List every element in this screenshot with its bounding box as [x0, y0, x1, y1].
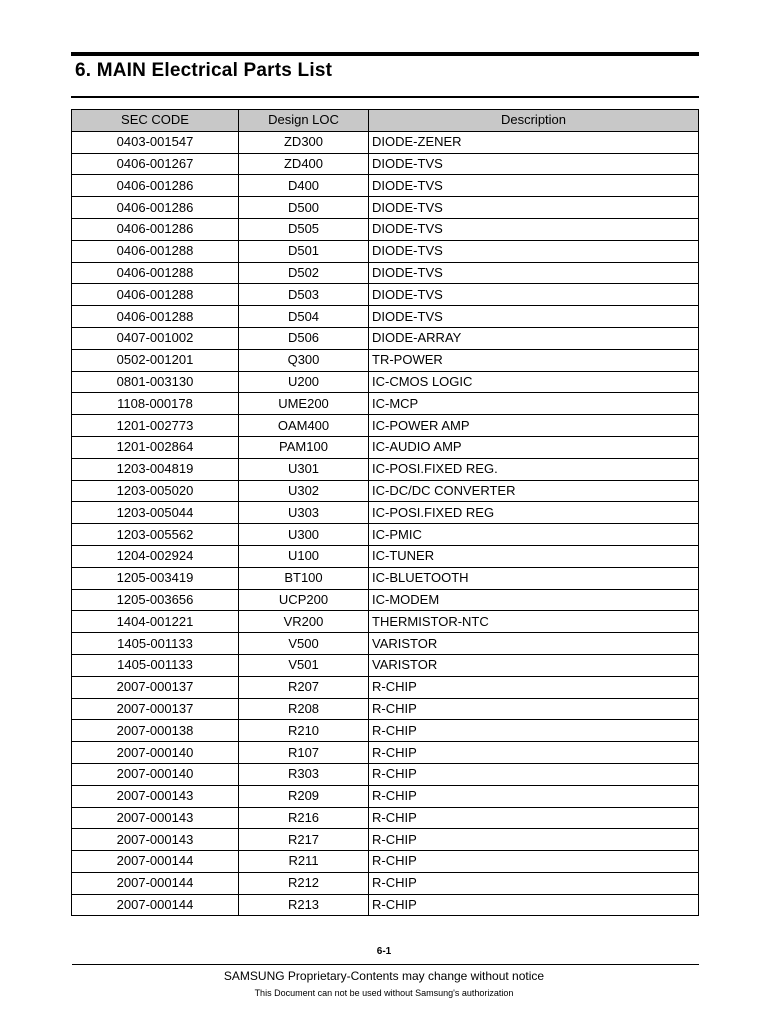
cell-description: R-CHIP: [369, 785, 699, 807]
cell-design-loc: U100: [239, 545, 369, 567]
cell-design-loc: U303: [239, 502, 369, 524]
cell-design-loc: PAM100: [239, 436, 369, 458]
cell-description: R-CHIP: [369, 676, 699, 698]
table-row: [72, 698, 699, 720]
table-row: [72, 218, 699, 240]
cell-sec-code: 0801-003130: [72, 371, 239, 393]
cell-sec-code: 0406-001286: [72, 197, 239, 219]
cell-description: IC-POSI.FIXED REG.: [369, 458, 699, 480]
cell-sec-code: 1205-003656: [72, 589, 239, 611]
cell-sec-code: 0406-001288: [72, 240, 239, 262]
cell-design-loc: R210: [239, 720, 369, 742]
cell-description: IC-CMOS LOGIC: [369, 371, 699, 393]
cell-description: DIODE-ZENER: [369, 131, 699, 153]
cell-sec-code: 2007-000143: [72, 829, 239, 851]
cell-sec-code: 2007-000144: [72, 851, 239, 873]
cell-description: DIODE-TVS: [369, 197, 699, 219]
cell-description: IC-POSI.FIXED REG: [369, 502, 699, 524]
table-row: [72, 349, 699, 371]
table-row: [72, 284, 699, 306]
cell-design-loc: D502: [239, 262, 369, 284]
cell-description: IC-PMIC: [369, 524, 699, 546]
table-row: [72, 480, 699, 502]
cell-sec-code: 1405-001133: [72, 633, 239, 655]
cell-sec-code: 1405-001133: [72, 654, 239, 676]
cell-sec-code: 2007-000143: [72, 807, 239, 829]
parts-table: [71, 109, 699, 916]
footer-authorization: This Document can not be used without Samsung's authorization: [254, 988, 514, 998]
footer-notice: SAMSUNG Proprietary-Contents may change without notice: [223, 969, 545, 983]
cell-description: R-CHIP: [369, 698, 699, 720]
table-row: [72, 654, 699, 676]
cell-design-loc: U200: [239, 371, 369, 393]
cell-design-loc: D503: [239, 284, 369, 306]
cell-sec-code: 1201-002773: [72, 415, 239, 437]
top-rule: [71, 52, 699, 56]
cell-design-loc: BT100: [239, 567, 369, 589]
cell-sec-code: 1203-005044: [72, 502, 239, 524]
cell-sec-code: 2007-000137: [72, 698, 239, 720]
cell-design-loc: U300: [239, 524, 369, 546]
cell-sec-code: 1203-004819: [72, 458, 239, 480]
cell-design-loc: R303: [239, 763, 369, 785]
cell-description: DIODE-TVS: [369, 306, 699, 328]
cell-design-loc: D500: [239, 197, 369, 219]
table-body: [72, 131, 699, 916]
page-number: 6-1: [376, 946, 392, 957]
cell-description: THERMISTOR-NTC: [369, 611, 699, 633]
table-row: [72, 306, 699, 328]
cell-sec-code: 0406-001288: [72, 284, 239, 306]
cell-sec-code: 0407-001002: [72, 327, 239, 349]
table-row: [72, 720, 699, 742]
cell-sec-code: 2007-000143: [72, 785, 239, 807]
cell-description: IC-MCP: [369, 393, 699, 415]
header-design-loc: Design LOC: [239, 110, 369, 132]
table-row: [72, 371, 699, 393]
cell-design-loc: U301: [239, 458, 369, 480]
cell-description: DIODE-TVS: [369, 175, 699, 197]
cell-sec-code: 2007-000140: [72, 763, 239, 785]
cell-design-loc: R212: [239, 872, 369, 894]
cell-sec-code: 1203-005020: [72, 480, 239, 502]
cell-design-loc: Q300: [239, 349, 369, 371]
table-row: [72, 153, 699, 175]
cell-description: VARISTOR: [369, 654, 699, 676]
cell-sec-code: 0406-001286: [72, 218, 239, 240]
cell-sec-code: 1108-000178: [72, 393, 239, 415]
cell-description: IC-TUNER: [369, 545, 699, 567]
cell-sec-code: 2007-000140: [72, 742, 239, 764]
table-row: [72, 175, 699, 197]
cell-design-loc: R211: [239, 851, 369, 873]
cell-design-loc: R207: [239, 676, 369, 698]
cell-design-loc: UME200: [239, 393, 369, 415]
cell-sec-code: 0406-001286: [72, 175, 239, 197]
cell-sec-code: 1203-005562: [72, 524, 239, 546]
cell-design-loc: D501: [239, 240, 369, 262]
cell-sec-code: 0406-001288: [72, 306, 239, 328]
cell-description: VARISTOR: [369, 633, 699, 655]
cell-description: R-CHIP: [369, 807, 699, 829]
cell-design-loc: V501: [239, 654, 369, 676]
cell-description: DIODE-TVS: [369, 153, 699, 175]
cell-design-loc: ZD400: [239, 153, 369, 175]
table-row: [72, 393, 699, 415]
cell-description: R-CHIP: [369, 829, 699, 851]
table-row: [72, 327, 699, 349]
cell-design-loc: D504: [239, 306, 369, 328]
table-row: [72, 589, 699, 611]
cell-description: R-CHIP: [369, 720, 699, 742]
cell-description: IC-AUDIO AMP: [369, 436, 699, 458]
cell-sec-code: 2007-000144: [72, 894, 239, 916]
cell-design-loc: U302: [239, 480, 369, 502]
table-row: [72, 872, 699, 894]
table-row: [72, 458, 699, 480]
table-row: [72, 131, 699, 153]
cell-description: DIODE-ARRAY: [369, 327, 699, 349]
cell-design-loc: R209: [239, 785, 369, 807]
cell-description: IC-POWER AMP: [369, 415, 699, 437]
cell-design-loc: D506: [239, 327, 369, 349]
cell-description: R-CHIP: [369, 872, 699, 894]
cell-design-loc: V500: [239, 633, 369, 655]
table-row: [72, 262, 699, 284]
cell-description: IC-DC/DC CONVERTER: [369, 480, 699, 502]
table-row: [72, 676, 699, 698]
cell-description: IC-BLUETOOTH: [369, 567, 699, 589]
header-description: Description: [369, 110, 699, 132]
cell-description: IC-MODEM: [369, 589, 699, 611]
table-row: [72, 502, 699, 524]
table-row: [72, 829, 699, 851]
table-row: [72, 240, 699, 262]
table-row: [72, 545, 699, 567]
cell-design-loc: UCP200: [239, 589, 369, 611]
footer-rule: [72, 964, 699, 965]
table-row: [72, 436, 699, 458]
cell-description: DIODE-TVS: [369, 240, 699, 262]
cell-design-loc: R217: [239, 829, 369, 851]
cell-sec-code: 2007-000137: [72, 676, 239, 698]
cell-design-loc: R208: [239, 698, 369, 720]
cell-design-loc: ZD300: [239, 131, 369, 153]
table-row: [72, 415, 699, 437]
table-row: [72, 567, 699, 589]
cell-sec-code: 0406-001267: [72, 153, 239, 175]
table-row: [72, 742, 699, 764]
cell-sec-code: 2007-000144: [72, 872, 239, 894]
cell-description: R-CHIP: [369, 763, 699, 785]
cell-sec-code: 0403-001547: [72, 131, 239, 153]
table-row: [72, 851, 699, 873]
cell-sec-code: 1201-002864: [72, 436, 239, 458]
cell-design-loc: D505: [239, 218, 369, 240]
cell-design-loc: OAM400: [239, 415, 369, 437]
cell-design-loc: R213: [239, 894, 369, 916]
cell-description: TR-POWER: [369, 349, 699, 371]
cell-sec-code: 1205-003419: [72, 567, 239, 589]
table-row: [72, 524, 699, 546]
cell-description: DIODE-TVS: [369, 218, 699, 240]
cell-description: R-CHIP: [369, 894, 699, 916]
table-header: [72, 110, 699, 132]
cell-description: R-CHIP: [369, 742, 699, 764]
title-rule: [71, 96, 699, 98]
cell-design-loc: R216: [239, 807, 369, 829]
table-row: [72, 197, 699, 219]
page-title: 6. MAIN Electrical Parts List: [75, 60, 333, 81]
cell-sec-code: 0406-001288: [72, 262, 239, 284]
table-row: [72, 785, 699, 807]
table-row: [72, 611, 699, 633]
table-row: [72, 633, 699, 655]
cell-sec-code: 2007-000138: [72, 720, 239, 742]
table-row: [72, 763, 699, 785]
cell-sec-code: 0502-001201: [72, 349, 239, 371]
cell-description: DIODE-TVS: [369, 262, 699, 284]
cell-design-loc: R107: [239, 742, 369, 764]
header-sec-code: SEC CODE: [72, 110, 239, 132]
cell-description: R-CHIP: [369, 851, 699, 873]
cell-sec-code: 1404-001221: [72, 611, 239, 633]
cell-design-loc: VR200: [239, 611, 369, 633]
cell-design-loc: D400: [239, 175, 369, 197]
header-row: [72, 110, 699, 132]
cell-description: DIODE-TVS: [369, 284, 699, 306]
cell-sec-code: 1204-002924: [72, 545, 239, 567]
table-row: [72, 807, 699, 829]
table-row: [72, 894, 699, 916]
